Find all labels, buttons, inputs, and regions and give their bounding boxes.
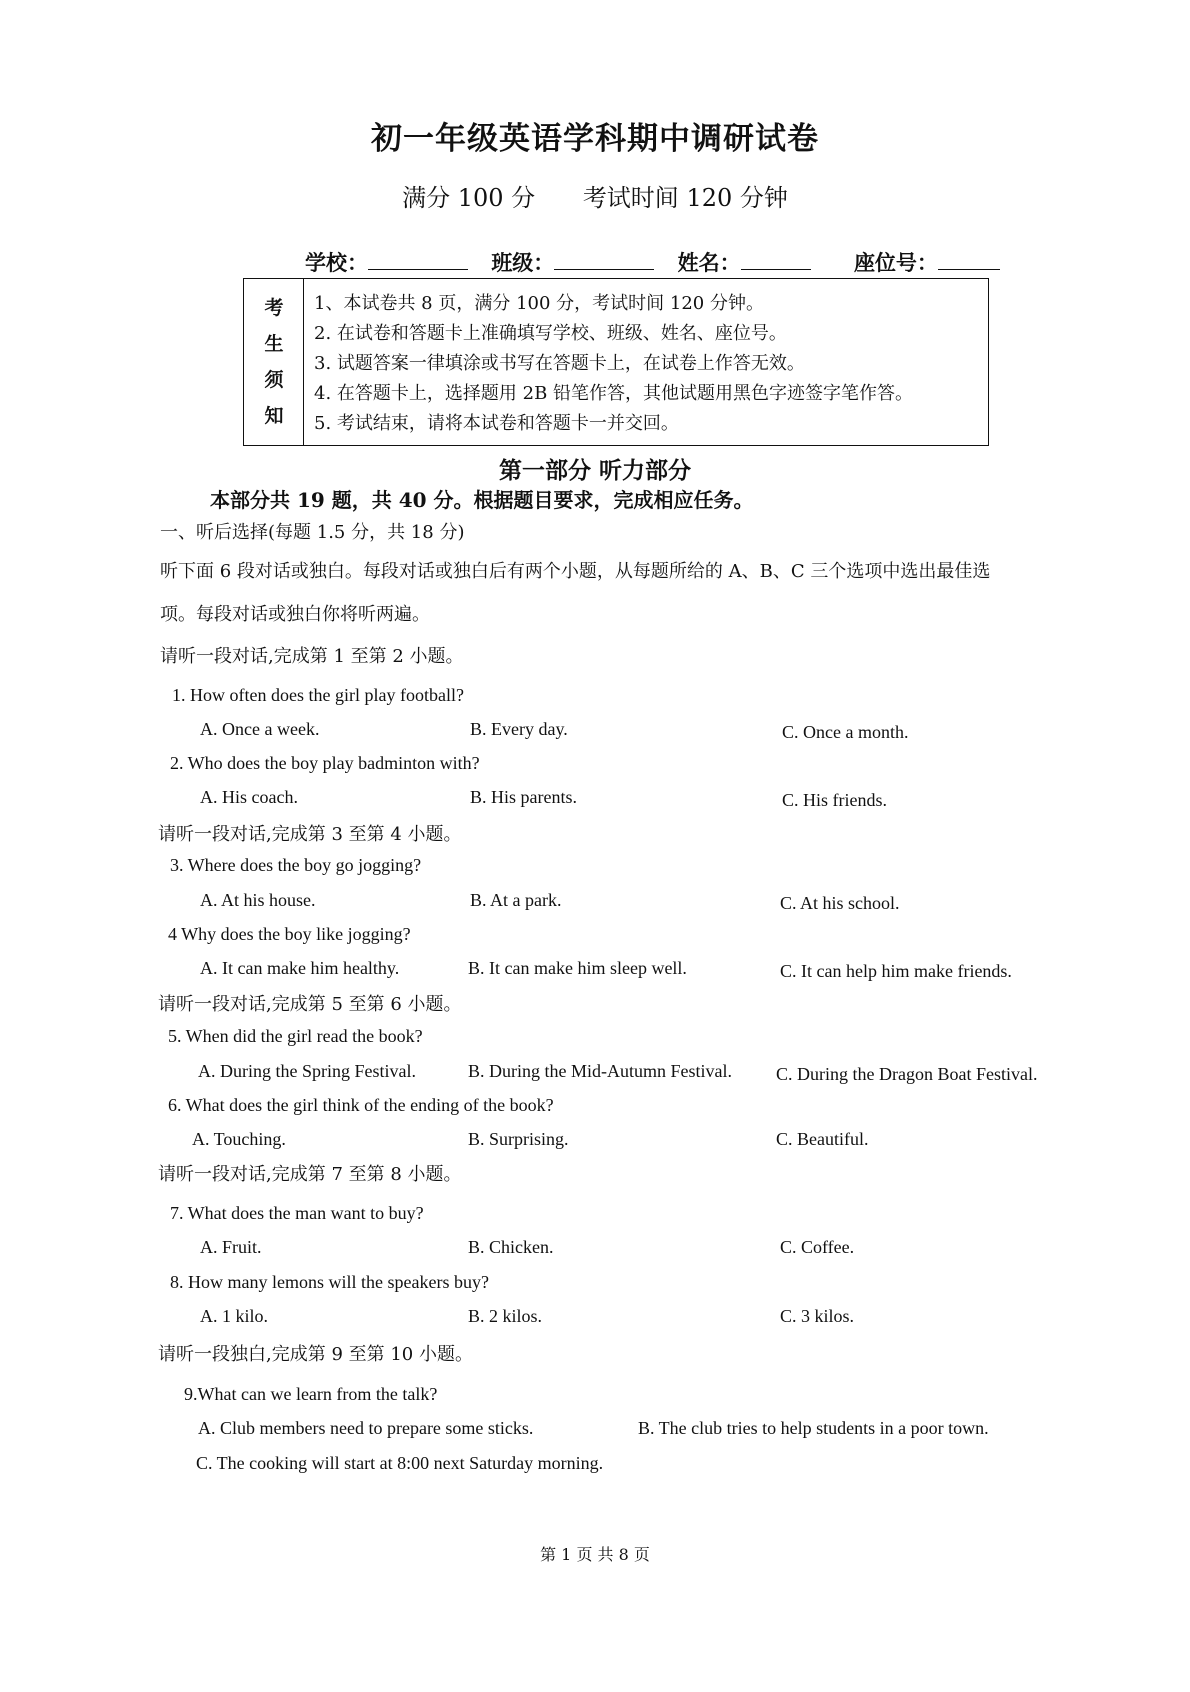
option-a[interactable]: A. Fruit. xyxy=(200,1237,262,1257)
option-a[interactable]: A. His coach. xyxy=(200,787,298,807)
instruction-line: 听下面 6 段对话或独白。每段对话或独白后有两个小题，从每题所给的 A、B、C 三个选项中选出最佳选 xyxy=(160,561,991,582)
dialogue-prompt: 请听一段对话,完成第 1 至第 2 小题。 xyxy=(160,646,464,667)
instruction-line: 项。每段对话或独白你将听两遍。 xyxy=(160,604,430,625)
dialogue-prompt: 请听一段对话,完成第 7 至第 8 小题。 xyxy=(158,1164,462,1185)
option-b[interactable]: B. His parents. xyxy=(470,787,577,807)
notice-label xyxy=(244,279,304,445)
page-footer: 第 1 页 共 8 页 xyxy=(540,1545,650,1564)
class-blank[interactable] xyxy=(554,251,654,270)
notice-item: 2. 在试卷和答题卡上准确填写学校、班级、姓名、座位号。 xyxy=(314,323,787,344)
option-c[interactable]: C. Coffee. xyxy=(780,1237,855,1257)
part1-title: 第一部分 听力部分 xyxy=(498,457,691,484)
full-score: 满分 100 分 xyxy=(402,184,536,212)
notice-list xyxy=(314,289,984,439)
dialogue-prompt: 请听一段对话,完成第 5 至第 6 小题。 xyxy=(158,994,462,1015)
option-b[interactable]: B. Chicken. xyxy=(468,1237,554,1257)
notice-item: 1、本试卷共 8 页，满分 100 分，考试时间 120 分钟。 xyxy=(314,293,764,314)
exam-title: 初一年级英语学科期中调研试卷 xyxy=(371,121,819,157)
name-blank[interactable] xyxy=(741,251,811,270)
seat-label: 座位号： xyxy=(853,250,938,275)
name-label: 姓名： xyxy=(677,250,741,275)
option-c[interactable]: C. During the Dragon Boat Festival. xyxy=(776,1064,1038,1084)
notice-label-char: 知 xyxy=(264,405,284,427)
option-a[interactable]: A. Club members need to prepare some sticks. xyxy=(198,1418,534,1438)
question-stem: 6. What does the girl think of the ending of the book? xyxy=(168,1095,554,1115)
seat-blank[interactable] xyxy=(938,251,1000,270)
class-label: 班级： xyxy=(491,250,555,275)
exam-notice-box xyxy=(243,278,989,446)
option-c[interactable]: C. The cooking will start at 8:00 next Saturday morning. xyxy=(196,1453,604,1473)
option-b[interactable]: B. At a park. xyxy=(470,890,562,910)
dialogue-prompt: 请听一段对话,完成第 3 至第 4 小题。 xyxy=(158,824,462,845)
notice-item: 5. 考试结束，请将本试卷和答题卡一并交回。 xyxy=(314,413,679,434)
option-a[interactable]: A. At his house. xyxy=(200,890,316,910)
exam-duration: 考试时间 120 分钟 xyxy=(582,184,788,212)
option-b[interactable]: B. During the Mid-Autumn Festival. xyxy=(468,1061,732,1081)
option-a[interactable]: A. It can make him healthy. xyxy=(200,958,400,978)
option-b[interactable]: B. Surprising. xyxy=(468,1129,569,1149)
notice-label-char: 生 xyxy=(264,333,284,355)
option-c[interactable]: C. 3 kilos. xyxy=(780,1306,855,1326)
monologue-prompt: 请听一段独白,完成第 9 至第 10 小题。 xyxy=(158,1344,473,1365)
question-stem: 9.What can we learn from the talk? xyxy=(184,1384,438,1404)
question-stem: 2. Who does the boy play badminton with? xyxy=(170,753,480,773)
section-heading: 一、听后选择(每题 1.5 分，共 18 分) xyxy=(160,522,465,543)
option-a[interactable]: A. Touching. xyxy=(192,1129,286,1149)
option-c[interactable]: C. At his school. xyxy=(780,893,900,913)
question-stem: 5. When did the girl read the book? xyxy=(168,1026,423,1046)
option-c[interactable]: C. Beautiful. xyxy=(776,1129,869,1149)
student-info-row xyxy=(305,247,1000,277)
question-stem: 4 Why does the boy like jogging? xyxy=(168,924,411,944)
question-stem: 3. Where does the boy go jogging? xyxy=(170,855,422,875)
option-b[interactable]: B. Every day. xyxy=(470,719,568,739)
option-c[interactable]: C. His friends. xyxy=(782,790,887,810)
option-c[interactable]: C. It can help him make friends. xyxy=(780,961,1012,981)
question-stem: 7. What does the man want to buy? xyxy=(170,1203,424,1223)
option-b[interactable]: B. 2 kilos. xyxy=(468,1306,543,1326)
notice-label-char: 须 xyxy=(264,369,284,391)
question-stem: 1. How often does the girl play football? xyxy=(172,685,464,705)
notice-item: 4. 在答题卡上，选择题用 2B 铅笔作答，其他试题用黑色字迹签字笔作答。 xyxy=(314,383,914,404)
option-a[interactable]: A. During the Spring Festival. xyxy=(198,1061,416,1081)
notice-item: 3. 试题答案一律填涂或书写在答题卡上，在试卷上作答无效。 xyxy=(314,353,805,374)
option-a[interactable]: A. 1 kilo. xyxy=(200,1306,269,1326)
exam-subtitle xyxy=(0,178,1190,213)
question-stem: 8. How many lemons will the speakers buy? xyxy=(170,1272,489,1292)
option-b[interactable]: B. The club tries to help students in a poor town. xyxy=(638,1418,989,1438)
option-a[interactable]: A. Once a week. xyxy=(200,719,320,739)
option-b[interactable]: B. It can make him sleep well. xyxy=(468,958,687,978)
school-blank[interactable] xyxy=(368,251,468,270)
notice-label-char: 考 xyxy=(264,297,284,319)
school-label: 学校： xyxy=(305,250,368,275)
option-c[interactable]: C. Once a month. xyxy=(782,722,909,742)
part1-intro: 本部分共 19 题，共 40 分。根据题目要求，完成相应任务。 xyxy=(210,488,754,512)
